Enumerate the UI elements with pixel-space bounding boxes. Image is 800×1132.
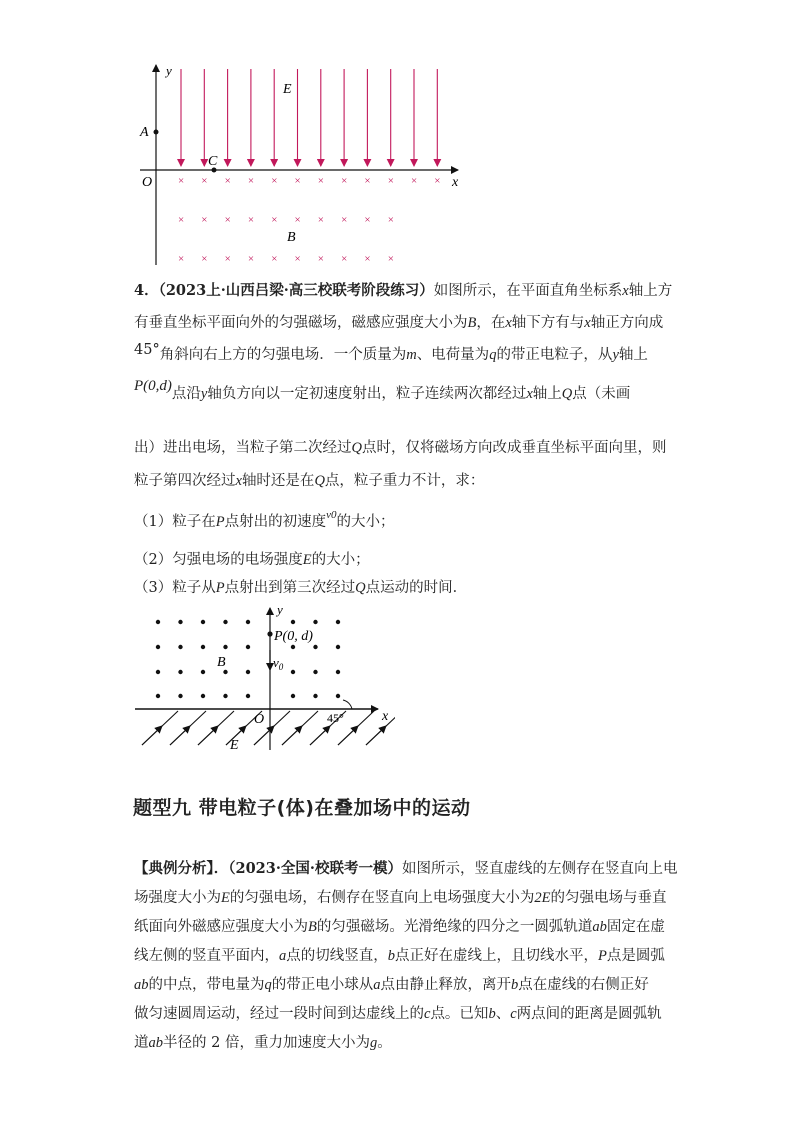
cross-mark: × [317, 214, 325, 226]
label-v0: $v_0$ [273, 655, 284, 672]
example-line-1: 【典例分析】．（2023·全国·校联考一模）如图所示，竖直虚线的左侧存在竖直向上电 [134, 860, 678, 877]
label-b-2: B [217, 655, 226, 670]
example-line-7: 道ab半径的 2 倍，重力加速度大小为g。 [134, 1035, 392, 1051]
label-y-2: y [277, 602, 283, 617]
field-dot [223, 645, 227, 649]
cross-mark: × [341, 253, 348, 265]
q4-line-3: 45°角斜向右上方的匀强电场．一个质量为m、电荷量为q的带正电粒子，从y轴上 [134, 342, 648, 363]
field-dot [156, 670, 160, 674]
angle-arc [343, 700, 352, 709]
cross-mark: × [411, 175, 418, 187]
q4-line-5: 出）进出电场，当粒子第二次经过Q点时，仅将磁场方向改成垂直坐标平面向里，则 [134, 440, 667, 456]
cross-mark: × [201, 253, 208, 265]
cross-mark: × [317, 175, 325, 187]
example-source: （2023·全国·校联考一模） [228, 860, 402, 877]
cross-mark: × [224, 214, 231, 226]
q4-sub-1: （1）粒子在P点射出的初速度$^{v0}$的大小； [134, 509, 395, 530]
field-dot [156, 694, 160, 698]
cross-mark: × [387, 214, 394, 226]
cross-mark: × [201, 175, 208, 187]
field-dot [201, 620, 205, 624]
field-dot [313, 694, 317, 698]
field-dot [336, 670, 340, 674]
field-hatch-arrow [198, 726, 218, 745]
field-dot [178, 620, 182, 624]
field-hatch-arrow [366, 726, 386, 745]
cross-mark: × [364, 175, 371, 187]
field-dot [313, 645, 317, 649]
label-x: x [452, 175, 459, 190]
field-hatch-arrow [338, 726, 358, 745]
label-c: C [208, 154, 218, 169]
field-dot [156, 620, 160, 624]
q4-line-1: 4．（2023上·山西吕梁·高三校联考阶段练习）如图所示，在平面直角坐标系x轴上方 [134, 282, 673, 299]
cross-mark: × [271, 214, 278, 226]
field-hatch-arrow [310, 726, 330, 745]
label-o-2: O [254, 712, 265, 727]
field-dot [291, 645, 295, 649]
label-b: B [287, 230, 296, 245]
field-dot [336, 620, 340, 624]
cross-mark: × [364, 253, 371, 265]
q4-line-4: P(0,d)点沿y轴负方向以一定初速度射出，粒子连续两次都经过x轴上Q点（未画 [134, 378, 631, 402]
example-line-4: 线左侧的竖直平面内，a点的切线竖直，b点正好在虚线上，且切线水平，P点是圆弧 [134, 948, 665, 964]
field-hatch-arrow [254, 726, 274, 745]
field-hatch-arrow [142, 726, 162, 745]
electric-field-region [142, 711, 395, 745]
cross-mark: × [178, 214, 185, 226]
label-o: O [142, 175, 153, 190]
example-line-2: 场强度大小为E的匀强电场，右侧存在竖直向上电场强度大小为2E的匀强电场与垂直 [134, 890, 667, 906]
example-tag: 【典例分析】． [134, 860, 229, 877]
cross-mark: × [201, 214, 208, 226]
field-dot [201, 645, 205, 649]
label-angle: 45° [327, 711, 344, 725]
cross-mark: × [317, 253, 325, 265]
field-dot [246, 670, 250, 674]
q4-sub-3: （3）粒子从P点射出到第三次经过Q点运动的时间． [134, 580, 468, 596]
cross-mark: × [341, 214, 348, 226]
field-hatch-arrow [282, 726, 302, 745]
q4-number: 4． [134, 282, 159, 299]
figure-electric-magnetic-field-2 [130, 602, 395, 757]
cross-mark: × [341, 175, 348, 187]
field-dot [291, 670, 295, 674]
cross-mark: × [271, 175, 278, 187]
field-dot [201, 694, 205, 698]
label-e-2: E [230, 738, 239, 753]
label-a: A [140, 125, 149, 140]
field-dot [223, 620, 227, 624]
point-p-label: P(0,d) [134, 378, 172, 394]
label-x-2: x [382, 709, 389, 724]
cross-mark: × [364, 214, 371, 226]
field-dot [291, 620, 295, 624]
q4-sub-2: （2）匀强电场的电场强度E的大小； [134, 552, 370, 568]
field-dot [313, 670, 317, 674]
field-dot [178, 694, 182, 698]
point-a [154, 130, 159, 135]
field-dot [246, 645, 250, 649]
q4-line-6: 粒子第四次经过x轴时还是在Q点，粒子重力不计，求： [134, 473, 485, 489]
field-dot [291, 694, 295, 698]
cross-mark: × [294, 214, 301, 226]
cross-mark: × [178, 175, 185, 187]
cross-mark: × [294, 253, 301, 265]
cross-mark: × [434, 175, 441, 187]
field-dot [223, 670, 227, 674]
example-line-6: 做匀速圆周运动，经过一段时间到达虚线上的c点。已知b、c两点间的距离是圆弧轨 [134, 1006, 662, 1022]
cross-mark: × [247, 175, 255, 187]
cross-mark: × [247, 214, 255, 226]
field-dot [178, 670, 182, 674]
cross-mark: × [224, 175, 231, 187]
field-dot [178, 645, 182, 649]
magnetic-field-crosses [178, 175, 441, 265]
cross-mark: × [387, 253, 394, 265]
field-hatch-arrow [170, 726, 190, 745]
field-dot [246, 620, 250, 624]
field-dot [336, 694, 340, 698]
field-dot [156, 645, 160, 649]
label-e: E [283, 82, 292, 97]
example-line-3: 纸面向外磁感应强度大小为B的匀强磁场。光滑绝缘的四分之一圆弧轨道ab固定在虚 [134, 919, 665, 935]
field-dot [336, 645, 340, 649]
cross-mark: × [178, 253, 185, 265]
field-dot [313, 620, 317, 624]
section-title: 题型九 带电粒子(体)在叠加场中的运动 [133, 797, 471, 819]
field-hatch [366, 711, 395, 745]
label-p: P(0, d) [274, 629, 313, 644]
cross-mark: × [387, 175, 394, 187]
point-p [267, 631, 272, 636]
q4-source: （2023上·山西吕梁·高三校联考阶段练习） [158, 282, 434, 299]
cross-mark: × [271, 253, 278, 265]
field-dot [223, 694, 227, 698]
electric-field-lines [181, 69, 437, 166]
figure-electric-magnetic-field-1 [130, 55, 470, 270]
cross-mark: × [224, 253, 231, 265]
example-line-5: ab的中点，带电量为q的带正电小球从a点由静止释放，离开b点在虚线的右侧正好 [134, 977, 649, 993]
cross-mark: × [247, 253, 255, 265]
cross-mark: × [294, 175, 301, 187]
field-dot [246, 694, 250, 698]
field-dot [201, 670, 205, 674]
q4-line-2: 有垂直坐标平面向外的匀强磁场，磁感应强度大小为B，在x轴下方有与x轴正方向成 [134, 315, 664, 331]
label-y: y [166, 63, 172, 78]
